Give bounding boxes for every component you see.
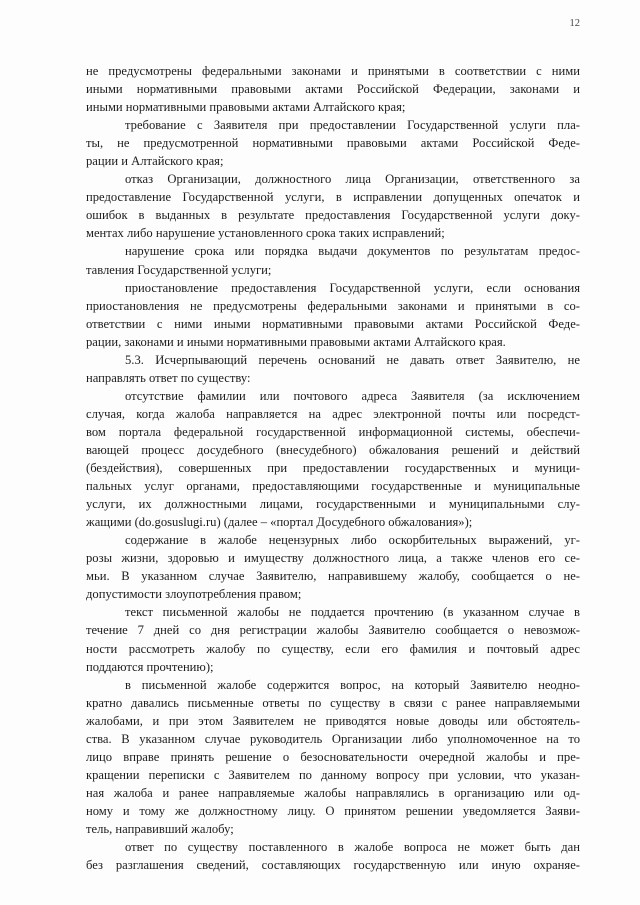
text-line: вающей процесс досудебного (внесудебного) обжалования решений и действий xyxy=(86,442,580,457)
text-line: ответствии с ними иными нормативными правовыми актами Российской Феде- xyxy=(86,316,580,331)
text-line: приостановления не предусмотрены федеральными законами и принятыми в со- xyxy=(86,298,580,313)
text-line: ности рассмотреть жалобу по существу, если его фамилия и почтовый адрес xyxy=(86,641,580,656)
text-line: иными нормативными правовыми актами Алтайского края; xyxy=(86,100,406,115)
text-line: (бездействия), совершенных при предоставлении государственных и муници- xyxy=(86,461,580,476)
text-line: ты, не предусмотренной нормативными правовыми актами Российской Феде- xyxy=(86,136,580,151)
text-line: допустимости злоупотребления правом; xyxy=(86,587,302,602)
text-line: нарушение срока или порядка выдачи документов по результатам предос- xyxy=(125,244,580,259)
text-line: ства. В указанном случае руководитель Организации либо уполномоченное на то xyxy=(86,731,580,746)
text-line: жалобами, и при этом Заявителем не приводятся новые доводы или обстоятель- xyxy=(86,713,580,728)
text-line: в письменной жалобе содержится вопрос, на который Заявителю неодно- xyxy=(125,677,580,692)
text-line: пальных услуг органами, предоставляющими государственные и муниципальные xyxy=(86,479,580,494)
text-line: розы жизни, здоровью и имуществу должностного лица, а также членов его се- xyxy=(86,551,580,566)
text-line: без разглашения сведений, составляющих государственную или иную охраняе- xyxy=(86,858,580,873)
text-line: направлять ответ по существу: xyxy=(86,370,251,385)
text-line: поддаются прочтению); xyxy=(86,659,214,674)
text-line: тавления Государственной услуги; xyxy=(86,262,272,277)
text-line: содержание в жалобе нецензурных либо оскорбительных выражений, уг- xyxy=(125,533,580,548)
text-line: ментах либо нарушение установленного срока таких исправлений; xyxy=(86,226,445,241)
text-line: ошибок в выданных в результате предоставления Государственной услуги доку- xyxy=(86,208,580,223)
text-line: жащими (do.gosuslugi.ru) (далее – «портал Досудебного обжалования»); xyxy=(86,515,473,530)
text-line: лицо вправе принять решение о безосновательности очередной жалобы и пре- xyxy=(86,749,580,764)
text-line: предоставление Государственной услуги, в исправлении допущенных опечаток и xyxy=(86,190,580,205)
text-line: рации, законами и иными нормативными правовыми актами Алтайского края. xyxy=(86,334,506,349)
text-line: ная жалоба и ранее направляемые жалобы направлялись в организацию или од- xyxy=(86,785,580,800)
text-line: рации и Алтайского края; xyxy=(86,154,224,169)
text-line: приостановление предоставления Государственной услуги, если основания xyxy=(125,280,580,295)
text-line: услуги, их должностными лицами, государственными и муниципальными слу- xyxy=(86,497,580,512)
text-line: тель, направивший жалобу; xyxy=(86,821,234,836)
text-line: кратно давались письменные ответы по существу в связи с ранее направляемыми xyxy=(86,695,580,710)
text-line: отказ Организации, должностного лица Организации, ответственного за xyxy=(125,172,580,187)
text-line: ному и тому же должностному лицу. О принятом решении уведомляется Заяви- xyxy=(86,803,580,818)
text-line: 5.3. Исчерпывающий перечень оснований не давать ответ Заявителю, не xyxy=(125,352,580,367)
text-line: течение 7 дней со дня регистрации жалобы Заявителю сообщается о невозмож- xyxy=(86,623,580,638)
text-line: иными нормативными правовыми актами Российской Федерации, законами и xyxy=(86,82,580,97)
page-number: 12 xyxy=(569,18,580,29)
text-line: ответ по существу поставленного в жалобе вопроса не может быть дан xyxy=(125,840,580,855)
text-line: отсутствие фамилии или почтового адреса Заявителя (за исключением xyxy=(125,388,580,403)
document-body xyxy=(86,62,580,874)
text-line: мьи. В указанном случае Заявителю, направившему жалобу, сообщается о не- xyxy=(86,569,580,584)
text-line: вом портала федеральной государственной информационной системы, обеспечи- xyxy=(86,424,580,439)
text-line: не предусмотрены федеральными законами и принятыми в соответствии с ними xyxy=(86,64,580,78)
text-line: требование с Заявителя при предоставлении Государственной услуги пла- xyxy=(125,118,580,133)
text-line: кращении переписки с Заявителем по данному вопросу при условии, что указан- xyxy=(86,767,580,782)
text-line: случая, когда жалоба направляется на адрес электронной почты или посредст- xyxy=(86,406,580,421)
text-line: текст письменной жалобы не поддается прочтению (в указанном случае в xyxy=(125,605,580,620)
